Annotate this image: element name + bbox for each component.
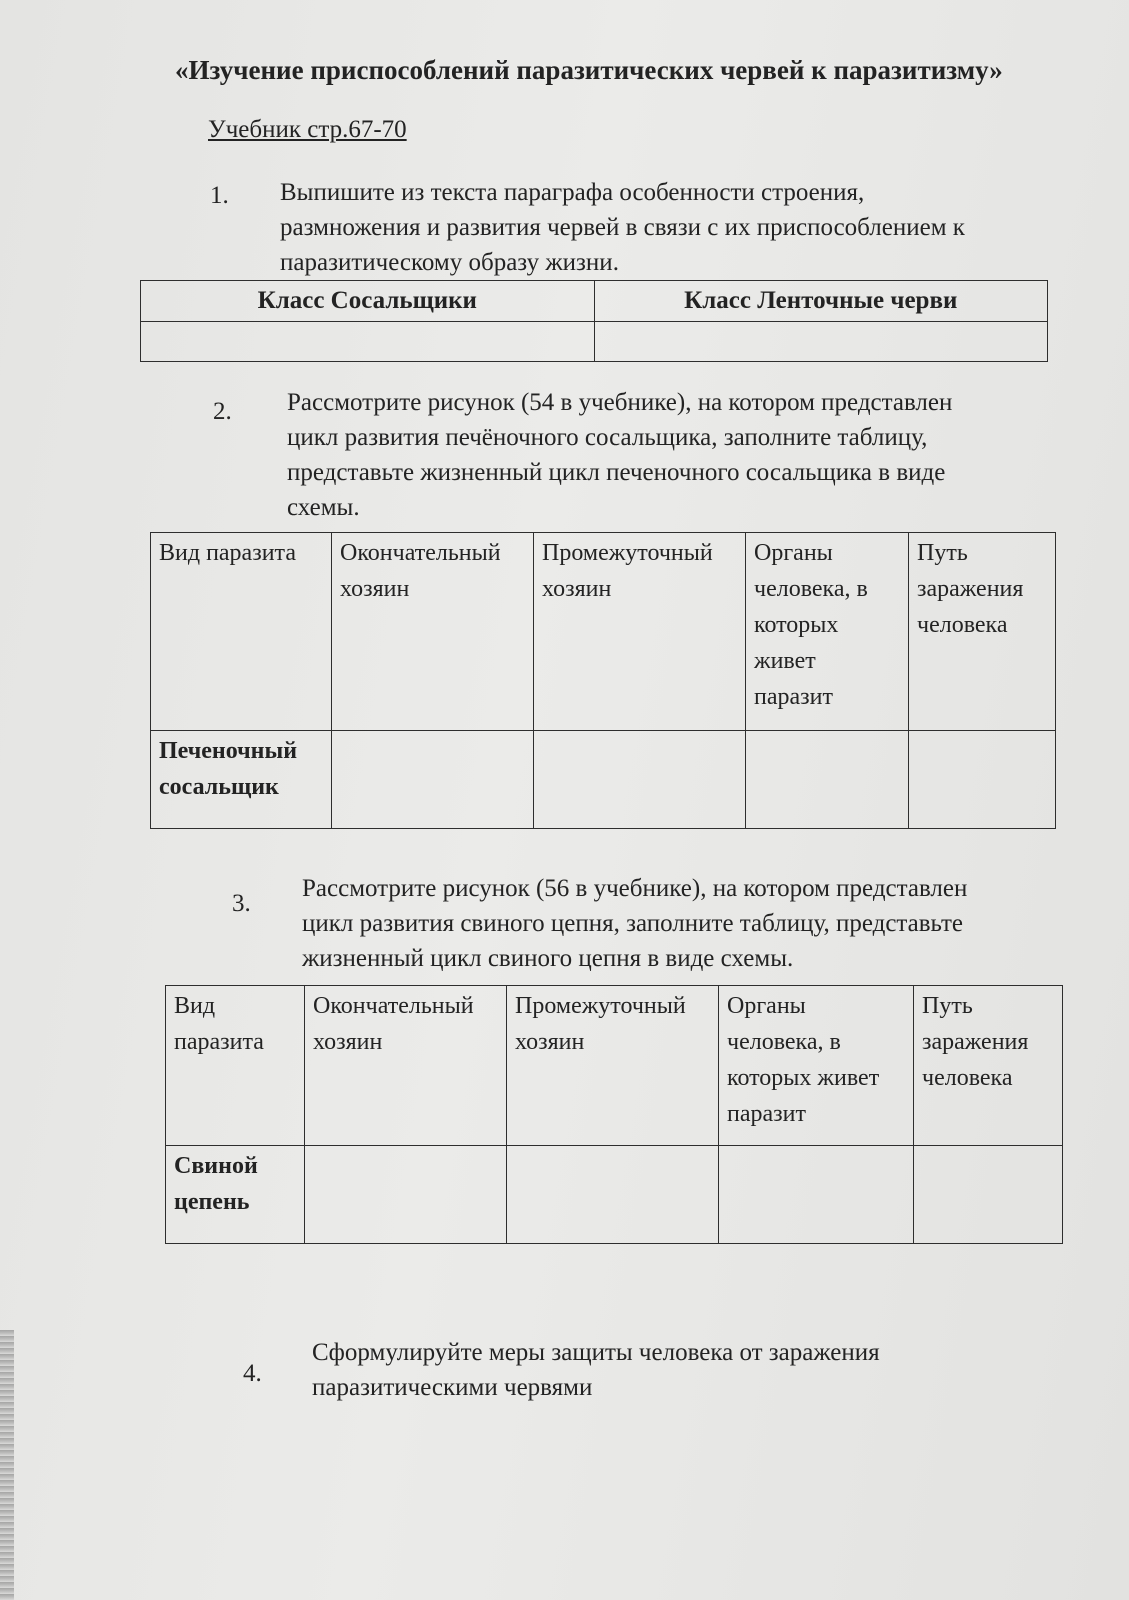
pork-tapeworm-table xyxy=(165,985,1063,1244)
task-3-number: 3. xyxy=(232,890,251,917)
header-intermediate-host: Промежуточный хозяин xyxy=(534,533,746,731)
task-4-number: 4. xyxy=(243,1360,262,1387)
task-1-text xyxy=(280,175,965,280)
header-parasite-species: Вид паразита xyxy=(151,533,332,731)
answer-cell[interactable] xyxy=(746,731,909,829)
task-1-line: размножения и развития червей в связи с их приспособлением к xyxy=(280,214,965,241)
task-2-line: цикл развития печёночного сосальщика, заполните таблицу, xyxy=(287,424,928,451)
answer-cell-flukes[interactable] xyxy=(141,322,595,362)
header-flukes: Класс Сосальщики xyxy=(141,281,595,322)
answer-cell[interactable] xyxy=(909,731,1056,829)
task-1-line: паразитическому образу жизни. xyxy=(280,249,619,276)
answer-cell[interactable] xyxy=(332,731,534,829)
answer-cell[interactable] xyxy=(534,731,746,829)
task-4-text xyxy=(312,1335,880,1405)
task-2-line: Рассмотрите рисунок (54 в учебнике), на котором представлен xyxy=(287,389,953,416)
header-definitive-host: Окончательный хозяин xyxy=(332,533,534,731)
task-3-line: цикл развития свиного цепня, заполните таблицу, представьте xyxy=(302,910,964,937)
answer-cell[interactable] xyxy=(914,1146,1063,1244)
liver-fluke-table xyxy=(150,532,1056,829)
header-definitive-host: Окончательный хозяин xyxy=(305,986,507,1146)
answer-cell[interactable] xyxy=(719,1146,914,1244)
answer-cell[interactable] xyxy=(507,1146,719,1244)
task-2-line: схемы. xyxy=(287,494,360,521)
row-label-pork-tapeworm: Свиной цепень xyxy=(166,1146,305,1244)
task-4-line: паразитическими червями xyxy=(312,1374,593,1401)
header-intermediate-host: Промежуточный хозяин xyxy=(507,986,719,1146)
header-infection-route: Путь заражения человека xyxy=(909,533,1056,731)
header-human-organs: Органы человека, в которых живет паразит xyxy=(746,533,909,731)
task-2-number: 2. xyxy=(213,398,232,425)
task-2-line: представьте жизненный цикл печеночного сосальщика в виде xyxy=(287,459,946,486)
header-human-organs: Органы человека, в которых живет паразит xyxy=(719,986,914,1146)
task-3-line: жизненный цикл свиного цепня в виде схемы. xyxy=(302,945,794,972)
task-3-text xyxy=(302,871,967,976)
answer-cell[interactable] xyxy=(305,1146,507,1244)
page-title: «Изучение приспособлений паразитических червей к паразитизму» xyxy=(175,55,1003,85)
task-2-text xyxy=(287,385,952,525)
header-infection-route: Путь заражения человека xyxy=(914,986,1063,1146)
task-1-number: 1. xyxy=(210,182,229,209)
task-4-line: Сформулируйте меры защиты человека от заражения xyxy=(312,1339,880,1366)
paper-edge-shadow xyxy=(0,1330,14,1600)
answer-cell-tapeworms[interactable] xyxy=(594,322,1048,362)
task-3-line: Рассмотрите рисунок (56 в учебнике), на котором представлен xyxy=(302,875,968,902)
classes-table xyxy=(140,280,1048,362)
textbook-reference: Учебник стр.67-70 xyxy=(208,116,407,143)
header-parasite-species: Вид паразита xyxy=(166,986,305,1146)
header-tapeworms: Класс Ленточные черви xyxy=(594,281,1048,322)
row-label-liver-fluke: Печеночный сосальщик xyxy=(151,731,332,829)
task-1-line: Выпишите из текста параграфа особенности строения, xyxy=(280,179,865,206)
